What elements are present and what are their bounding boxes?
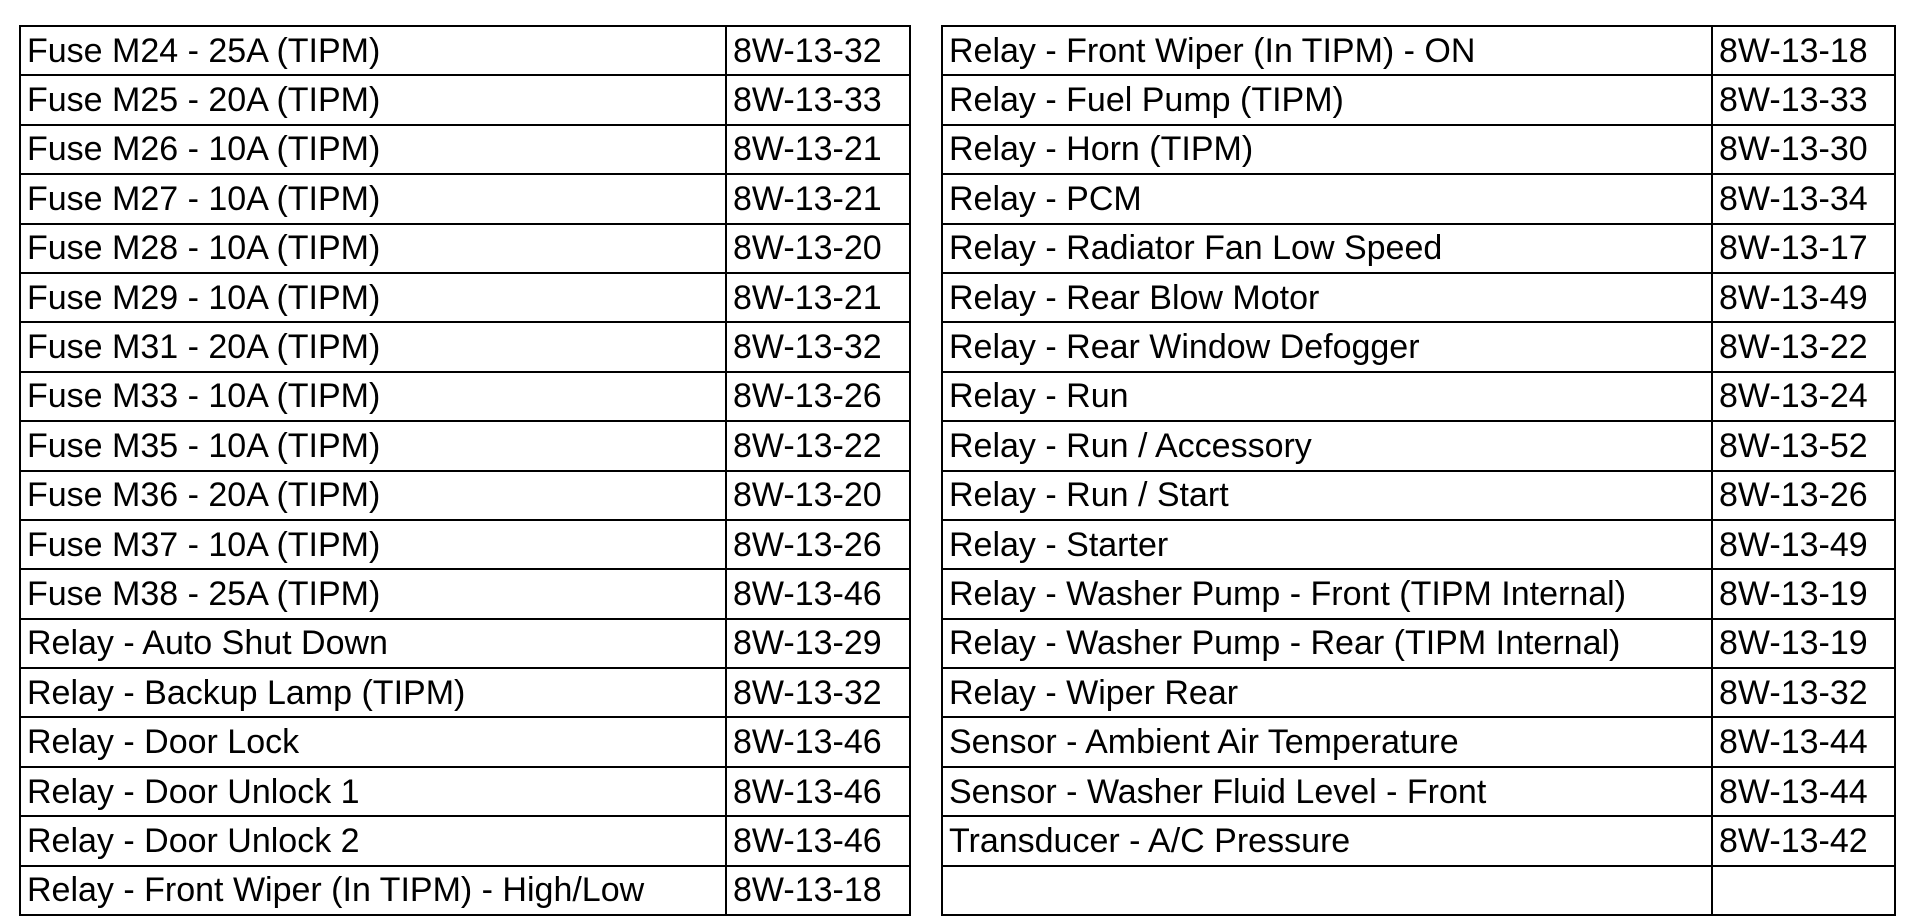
- reference-code-cell: [1712, 866, 1895, 915]
- table-row: [942, 520, 1895, 569]
- reference-code-cell: 8W-13-32: [726, 26, 910, 75]
- reference-code-cell: 8W-13-46: [726, 569, 910, 618]
- reference-code-cell: 8W-13-42: [1712, 816, 1895, 865]
- table-row: [20, 619, 910, 668]
- reference-code-cell: 8W-13-26: [726, 520, 910, 569]
- reference-code-cell: 8W-13-44: [1712, 717, 1895, 766]
- component-name-cell: Relay - Horn (TIPM): [942, 125, 1712, 174]
- table-row: [20, 372, 910, 421]
- reference-code-cell: 8W-13-20: [726, 224, 910, 273]
- component-name-cell: Relay - Front Wiper (In TIPM) - ON: [942, 26, 1712, 75]
- table-row: [20, 717, 910, 766]
- reference-code-cell: 8W-13-46: [726, 816, 910, 865]
- table-row: [20, 866, 910, 915]
- component-name-cell: Relay - Door Lock: [20, 717, 726, 766]
- reference-code-cell: 8W-13-32: [1712, 668, 1895, 717]
- table-row: [20, 569, 910, 618]
- reference-code-cell: 8W-13-19: [1712, 569, 1895, 618]
- table-row: [20, 224, 910, 273]
- table-row: [942, 421, 1895, 470]
- component-name-cell: Transducer - A/C Pressure: [942, 816, 1712, 865]
- component-name-cell: Fuse M25 - 20A (TIPM): [20, 75, 726, 124]
- table-row: [942, 569, 1895, 618]
- component-name-cell: Relay - Starter: [942, 520, 1712, 569]
- component-name-cell: Fuse M38 - 25A (TIPM): [20, 569, 726, 618]
- component-name-cell: Relay - Backup Lamp (TIPM): [20, 668, 726, 717]
- component-name-cell: Relay - Rear Window Defogger: [942, 322, 1712, 371]
- table-body: [942, 26, 1895, 915]
- reference-code-cell: 8W-13-30: [1712, 125, 1895, 174]
- component-name-cell: Fuse M37 - 10A (TIPM): [20, 520, 726, 569]
- reference-code-cell: 8W-13-21: [726, 273, 910, 322]
- component-name-cell: Relay - Radiator Fan Low Speed: [942, 224, 1712, 273]
- component-name-cell: Fuse M24 - 25A (TIPM): [20, 26, 726, 75]
- component-table-left: [19, 25, 911, 916]
- reference-code-cell: 8W-13-26: [1712, 471, 1895, 520]
- component-name-cell: Relay - Front Wiper (In TIPM) - High/Low: [20, 866, 726, 915]
- reference-code-cell: 8W-13-49: [1712, 273, 1895, 322]
- component-table-right: [941, 25, 1896, 916]
- table-row: [942, 668, 1895, 717]
- component-name-cell: Sensor - Ambient Air Temperature: [942, 717, 1712, 766]
- reference-code-cell: 8W-13-46: [726, 717, 910, 766]
- table-row: [942, 866, 1895, 915]
- reference-code-cell: 8W-13-22: [1712, 322, 1895, 371]
- reference-code-cell: 8W-13-32: [726, 668, 910, 717]
- reference-code-cell: 8W-13-29: [726, 619, 910, 668]
- component-name-cell: Relay - Run: [942, 372, 1712, 421]
- component-name-cell: Sensor - Washer Fluid Level - Front: [942, 767, 1712, 816]
- component-index: [19, 25, 1896, 910]
- table-row: [20, 125, 910, 174]
- reference-code-cell: 8W-13-46: [726, 767, 910, 816]
- component-name-cell: Relay - PCM: [942, 174, 1712, 223]
- table-row: [20, 322, 910, 371]
- reference-code-cell: 8W-13-52: [1712, 421, 1895, 470]
- table-row: [942, 717, 1895, 766]
- column-gap: [911, 25, 941, 879]
- reference-code-cell: 8W-13-34: [1712, 174, 1895, 223]
- component-name-cell: Fuse M28 - 10A (TIPM): [20, 224, 726, 273]
- reference-code-cell: 8W-13-32: [726, 322, 910, 371]
- table-row: [942, 322, 1895, 371]
- component-name-cell: Fuse M33 - 10A (TIPM): [20, 372, 726, 421]
- table-row: [942, 174, 1895, 223]
- reference-code-cell: 8W-13-33: [1712, 75, 1895, 124]
- table-row: [20, 273, 910, 322]
- component-name-cell: Fuse M27 - 10A (TIPM): [20, 174, 726, 223]
- table-row: [942, 372, 1895, 421]
- reference-code-cell: 8W-13-33: [726, 75, 910, 124]
- component-name-cell: Fuse M29 - 10A (TIPM): [20, 273, 726, 322]
- reference-code-cell: 8W-13-24: [1712, 372, 1895, 421]
- reference-code-cell: 8W-13-17: [1712, 224, 1895, 273]
- table-row: [942, 273, 1895, 322]
- reference-code-cell: 8W-13-18: [726, 866, 910, 915]
- table-row: [20, 174, 910, 223]
- table-row: [20, 668, 910, 717]
- component-name-cell: Relay - Door Unlock 2: [20, 816, 726, 865]
- component-name-cell: Relay - Washer Pump - Front (TIPM Internal): [942, 569, 1712, 618]
- table-row: [20, 26, 910, 75]
- reference-code-cell: 8W-13-18: [1712, 26, 1895, 75]
- table-row: [20, 816, 910, 865]
- table-row: [20, 471, 910, 520]
- component-name-cell: Relay - Run / Accessory: [942, 421, 1712, 470]
- table-row: [20, 421, 910, 470]
- component-name-cell: Fuse M35 - 10A (TIPM): [20, 421, 726, 470]
- table-row: [942, 767, 1895, 816]
- reference-code-cell: 8W-13-21: [726, 174, 910, 223]
- table-row: [942, 125, 1895, 174]
- reference-code-cell: 8W-13-20: [726, 471, 910, 520]
- reference-code-cell: 8W-13-26: [726, 372, 910, 421]
- component-name-cell: [942, 866, 1712, 915]
- table-row: [942, 619, 1895, 668]
- component-name-cell: Fuse M36 - 20A (TIPM): [20, 471, 726, 520]
- reference-code-cell: 8W-13-22: [726, 421, 910, 470]
- component-name-cell: Relay - Run / Start: [942, 471, 1712, 520]
- component-name-cell: Fuse M31 - 20A (TIPM): [20, 322, 726, 371]
- table-row: [20, 520, 910, 569]
- table-row: [942, 75, 1895, 124]
- component-name-cell: Relay - Auto Shut Down: [20, 619, 726, 668]
- reference-code-cell: 8W-13-21: [726, 125, 910, 174]
- reference-code-cell: 8W-13-49: [1712, 520, 1895, 569]
- component-name-cell: Fuse M26 - 10A (TIPM): [20, 125, 726, 174]
- component-name-cell: Relay - Door Unlock 1: [20, 767, 726, 816]
- reference-code-cell: 8W-13-19: [1712, 619, 1895, 668]
- component-name-cell: Relay - Wiper Rear: [942, 668, 1712, 717]
- component-name-cell: Relay - Washer Pump - Rear (TIPM Internal): [942, 619, 1712, 668]
- reference-code-cell: 8W-13-44: [1712, 767, 1895, 816]
- component-name-cell: Relay - Rear Blow Motor: [942, 273, 1712, 322]
- component-name-cell: Relay - Fuel Pump (TIPM): [942, 75, 1712, 124]
- table-body: [20, 26, 910, 915]
- table-row: [942, 224, 1895, 273]
- table-row: [20, 75, 910, 124]
- table-row: [20, 767, 910, 816]
- table-row: [942, 26, 1895, 75]
- table-row: [942, 816, 1895, 865]
- table-row: [942, 471, 1895, 520]
